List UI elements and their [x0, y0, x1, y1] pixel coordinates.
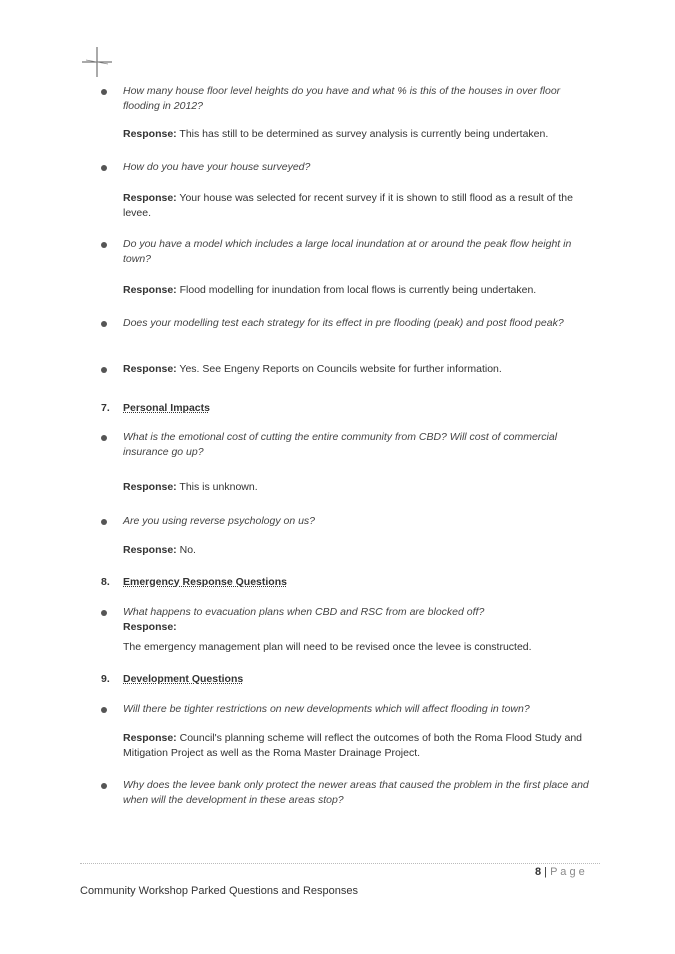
response-text: Council's planning scheme will reflect the outcomes of both the Roma Flood Study and Mitigation Project as well as the Roma Master Drainage Project. — [123, 732, 582, 759]
crosshair-mark-icon — [80, 45, 114, 79]
question-text: How do you have your house surveyed? — [123, 161, 311, 173]
bullet-icon — [101, 435, 107, 441]
response-text: This is unknown. — [179, 481, 258, 493]
section-title: Emergency Response Questions — [123, 576, 287, 588]
response-paragraph — [123, 480, 598, 495]
response-paragraph — [123, 283, 598, 298]
response-label: Response: — [123, 284, 177, 296]
bullet-icon — [101, 89, 107, 95]
bullet-icon — [101, 321, 107, 327]
bullet-icon — [101, 165, 107, 171]
response-text: Flood modelling for inundation from local flows is currently being undertaken. — [179, 284, 537, 296]
question-text: How many house floor level heights do you have and what % is this of the houses in over floor flooding in 2012? — [123, 85, 561, 112]
response-text: This has still to be determined as survey analysis is currently being undertaken. — [179, 128, 549, 140]
response-label: Response: — [123, 621, 177, 633]
response-label: Response: — [123, 544, 177, 556]
question-text: Are you using reverse psychology on us? — [123, 515, 316, 527]
section-number: 9. — [101, 673, 110, 685]
response-paragraph — [123, 127, 598, 142]
page-number: 8 | P a g e — [535, 866, 585, 878]
question-text: Do you have a model which includes a large local inundation at or around the peak flow height in town? — [123, 238, 572, 265]
response-paragraph — [123, 731, 598, 761]
response-label: Response: — [123, 363, 177, 375]
page-word: P a g e — [550, 866, 585, 878]
footer-title: Community Workshop Parked Questions and Responses — [80, 885, 358, 897]
bullet-icon — [101, 610, 107, 616]
page-number-value: 8 — [535, 866, 542, 878]
section-heading-development — [101, 673, 243, 685]
section-title: Development Questions — [123, 673, 244, 685]
section-number: 8. — [101, 576, 110, 588]
response-paragraph — [123, 191, 598, 221]
section-title: Personal Impacts — [123, 402, 210, 414]
question-text: What is the emotional cost of cutting the entire community from CBD? Will cost of commercial insurance go up? — [123, 431, 558, 458]
response-label: Response: — [123, 481, 177, 493]
response-paragraph — [123, 543, 598, 558]
question-text: Why does the levee bank only protect the newer areas that caused the problem in the first place and when will the development in these areas stop? — [123, 779, 589, 806]
response-text: Yes. See Engeny Reports on Councils website for further information. — [179, 363, 502, 375]
section-heading-emergency-response — [101, 576, 287, 588]
response-paragraph — [123, 362, 598, 377]
bullet-icon — [101, 519, 107, 525]
response-label: Response: — [123, 192, 177, 204]
bullet-icon — [101, 242, 107, 248]
bullet-icon — [101, 707, 107, 713]
response-text: The emergency management plan will need to be revised once the levee is constructed. — [123, 641, 532, 653]
response-text: Your house was selected for recent survey if it is shown to still flood as a result of the levee. — [123, 192, 573, 219]
response-text: No. — [179, 544, 196, 556]
footer-divider — [80, 863, 600, 864]
bullet-icon — [101, 367, 107, 373]
section-heading-personal-impacts — [101, 402, 210, 414]
response-label: Response: — [123, 732, 177, 744]
question-text: Does your modelling test each strategy for its effect in pre flooding (peak) and post flood peak? — [123, 317, 564, 329]
bullet-icon — [101, 783, 107, 789]
question-text: What happens to evacuation plans when CBD and RSC from are blocked off? — [123, 606, 485, 618]
question-text: Will there be tighter restrictions on new developments which will affect flooding in town? — [123, 703, 530, 715]
section-number: 7. — [101, 402, 110, 414]
response-label: Response: — [123, 128, 177, 140]
